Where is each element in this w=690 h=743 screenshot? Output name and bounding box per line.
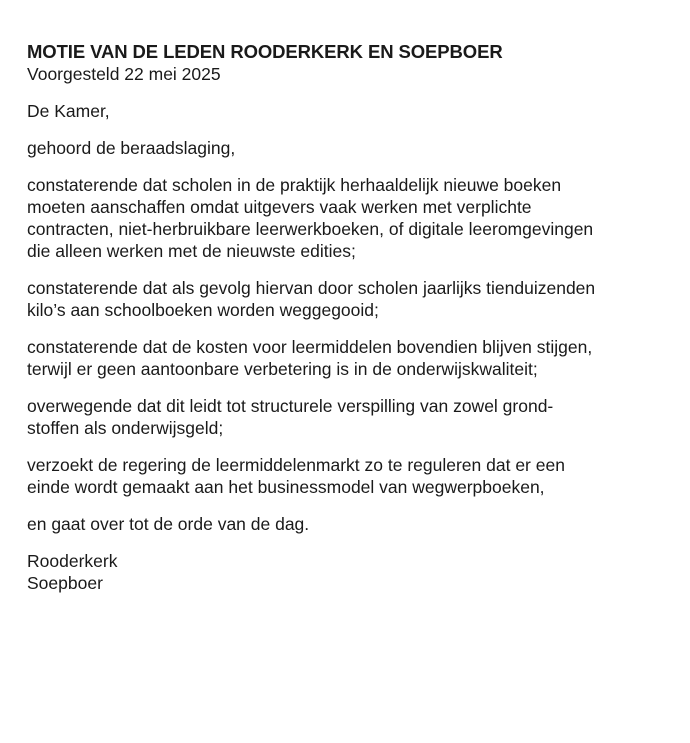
proposal-date: Voorgesteld 22 mei 2025 xyxy=(27,64,221,84)
considering-clause-1: constaterende dat scholen in de praktijk herhaaldelijk nieuwe boeken moeten aanschaffen omdat uitgevers vaak werken met verplichte contracten, niet-herbruikbare leerwerkboeken, of digitale leeromgevingen die alleen werken met de nieuwste edities; xyxy=(27,175,594,261)
signatories xyxy=(27,550,677,594)
motion-title: MOTIE VAN DE LEDEN ROODERKERK EN SOEPBOER xyxy=(27,41,503,62)
hearing-clause: gehoord de beraadslaging, xyxy=(27,138,236,158)
signatory-name: Soepboer xyxy=(27,573,103,593)
weighing-clause: overwegende dat dit leidt tot structurele verspilling van zowel grond- stoffen als onderwijsgeld; xyxy=(27,396,554,438)
motion-text xyxy=(27,40,677,594)
signatory-name: Rooderkerk xyxy=(27,551,118,571)
considering-clause-3: constaterende dat de kosten voor leermiddelen bovendien blijven stijgen, terwijl er geen aantoonbare verbetering is in de onderwijskwaliteit; xyxy=(27,337,593,379)
salutation: De Kamer, xyxy=(27,101,110,121)
considering-clause-2: constaterende dat als gevolg hiervan door scholen jaarlijks tienduizenden kilo’s aan schoolboeken worden weggegooid; xyxy=(27,278,596,320)
request-clause: verzoekt de regering de leermiddelenmarkt zo te reguleren dat er een einde wordt gemaakt aan het businessmodel van wegwerpboeken, xyxy=(27,455,565,497)
closing-clause: en gaat over tot de orde van de dag. xyxy=(27,514,310,534)
